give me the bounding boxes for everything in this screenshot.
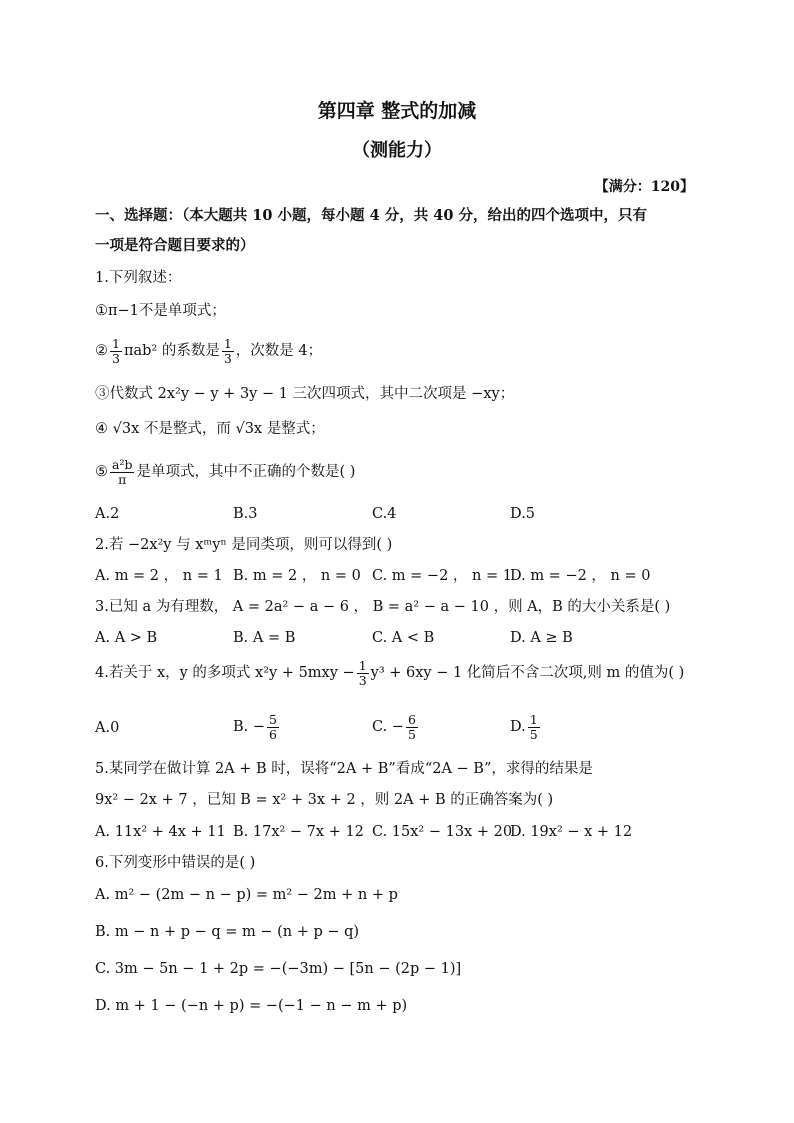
q1-s5-tail: 是单项式，其中不正确的个数是( ) [136, 464, 356, 480]
q1-option-c: C.4 [372, 506, 397, 522]
fraction-numerator: 6 [407, 711, 416, 727]
q4-option-a: A.0 [95, 720, 120, 736]
fraction [222, 337, 234, 366]
fraction-numerator: 1 [358, 657, 367, 673]
q1-statement-4: ④ √3x 不是整式，而 √3x 是整式； [95, 421, 325, 437]
q4-option-d-prefix: D. [510, 719, 526, 735]
q1-stem: 1.下列叙述： [95, 270, 182, 286]
q5-option-b: B. 17x² − 7x + 12 [233, 824, 364, 840]
q1-statement-5 [95, 453, 355, 491]
q1-option-d: D.5 [510, 506, 535, 522]
fraction-denominator: 3 [358, 672, 367, 688]
q6-option-c: C. 3m − 5n − 1 + 2p = −(−3m) − [5n − (2p − 1)] [95, 961, 462, 977]
q4-option-b-prefix: B. − [233, 719, 266, 735]
q6-option-a: A. m² − (2m − n − p) = m² − 2m + n + p [95, 887, 398, 903]
q5-option-c: C. 15x² − 13x + 20 [372, 824, 513, 840]
q3-option-d: D. A ≥ B [510, 630, 573, 646]
q5-option-a: A. 11x² + 4x + 11 [95, 824, 226, 840]
q4-option-d [510, 707, 542, 747]
fraction [406, 713, 418, 742]
fraction-numerator: 1 [112, 335, 120, 351]
fraction-numerator: 1 [529, 711, 538, 727]
fraction [110, 337, 122, 366]
q2-option-d: D. m = −2 ， n = 0 [510, 568, 651, 584]
q4-option-c [372, 707, 420, 747]
q1-s2-tail: ，次数是 4； [235, 343, 323, 359]
q5-stem-line1: 5.某同学在做计算 2A + B 时，误将“2A + B”看成“2A − B”，求得的结果是 [95, 761, 593, 777]
q3-stem: 3.已知 a 为有理数， A = 2a² − a − 6 ， B = a² − a − 10 ，则 A，B 的大小关系是( ) [95, 599, 671, 615]
q1-statement-1: ①π−1不是单项式； [95, 303, 226, 319]
q1-option-b: B.3 [233, 506, 258, 522]
fraction-denominator: π [118, 471, 127, 487]
fraction-denominator: 6 [269, 726, 277, 742]
fraction [528, 713, 540, 742]
fraction-numerator: 5 [269, 711, 277, 727]
q1-option-a: A.2 [95, 506, 120, 522]
q4-option-c-prefix: C. − [372, 719, 404, 735]
q1-s2-prefix: ② [95, 343, 108, 359]
q3-option-a: A. A > B [95, 630, 158, 646]
fraction-numerator: 1 [223, 335, 232, 351]
q4-stem-b: y³ + 6xy − 1 化简后不含二次项,则 m 的值为( ) [370, 665, 685, 681]
q1-statement-3: ③代数式 2x²y − y + 3y − 1 三次四项式，其中二次项是 −xy； [95, 386, 515, 402]
fraction [110, 458, 134, 487]
q4-option-b [233, 707, 281, 747]
q4-stem [95, 656, 684, 690]
q1-s5-prefix: ⑤ [95, 464, 108, 480]
q5-option-d: D. 19x² − x + 12 [510, 824, 633, 840]
fraction [357, 659, 369, 688]
q6-option-b: B. m − n + p − q = m − (n + p − q) [95, 924, 360, 940]
q2-option-c: C. m = −2 ， n = 1 [372, 568, 512, 584]
page-title: 第四章 整式的加减 [317, 100, 477, 122]
q2-option-b: B. m = 2 ， n = 0 [233, 568, 361, 584]
q6-option-d: D. m + 1 − (−n + p) = −(−1 − n − m + p) [95, 998, 408, 1014]
q3-option-b: B. A = B [233, 630, 296, 646]
q5-stem-line2: 9x² − 2x + 7 ，已知 B = x² + 3x + 2 ，则 2A + B 的正确答案为( ) [95, 792, 554, 808]
q2-option-a: A. m = 2 ， n = 1 [95, 568, 223, 584]
q6-stem: 6.下列变形中错误的是( ) [95, 855, 256, 871]
fraction-denominator: 3 [223, 350, 232, 366]
q1-statement-2 [95, 334, 322, 368]
page-subtitle: （测能力） [352, 140, 442, 161]
section-heading-line2: 一项是符合题目要求的） [95, 237, 255, 254]
q3-option-c: C. A < B [372, 630, 435, 646]
fraction-numerator: a²b [112, 456, 133, 472]
section-heading-line1: 一、选择题：（本大题共 10 小题，每小题 4 分，共 40 分，给出的四个选项中，只有 [95, 207, 647, 224]
q1-s2-mid: πab² 的系数是 [123, 343, 220, 359]
q2-stem: 2.若 −2x²y 与 xᵐyⁿ 是同类项，则可以得到( ) [95, 537, 393, 553]
score-label: 【满分：120】 [594, 179, 694, 195]
fraction [267, 713, 279, 742]
q4-stem-a: 4.若关于 x，y 的多项式 x²y + 5mxy − [95, 665, 355, 681]
fraction-denominator: 5 [407, 726, 416, 742]
fraction-denominator: 5 [529, 726, 538, 742]
fraction-denominator: 3 [112, 350, 120, 366]
